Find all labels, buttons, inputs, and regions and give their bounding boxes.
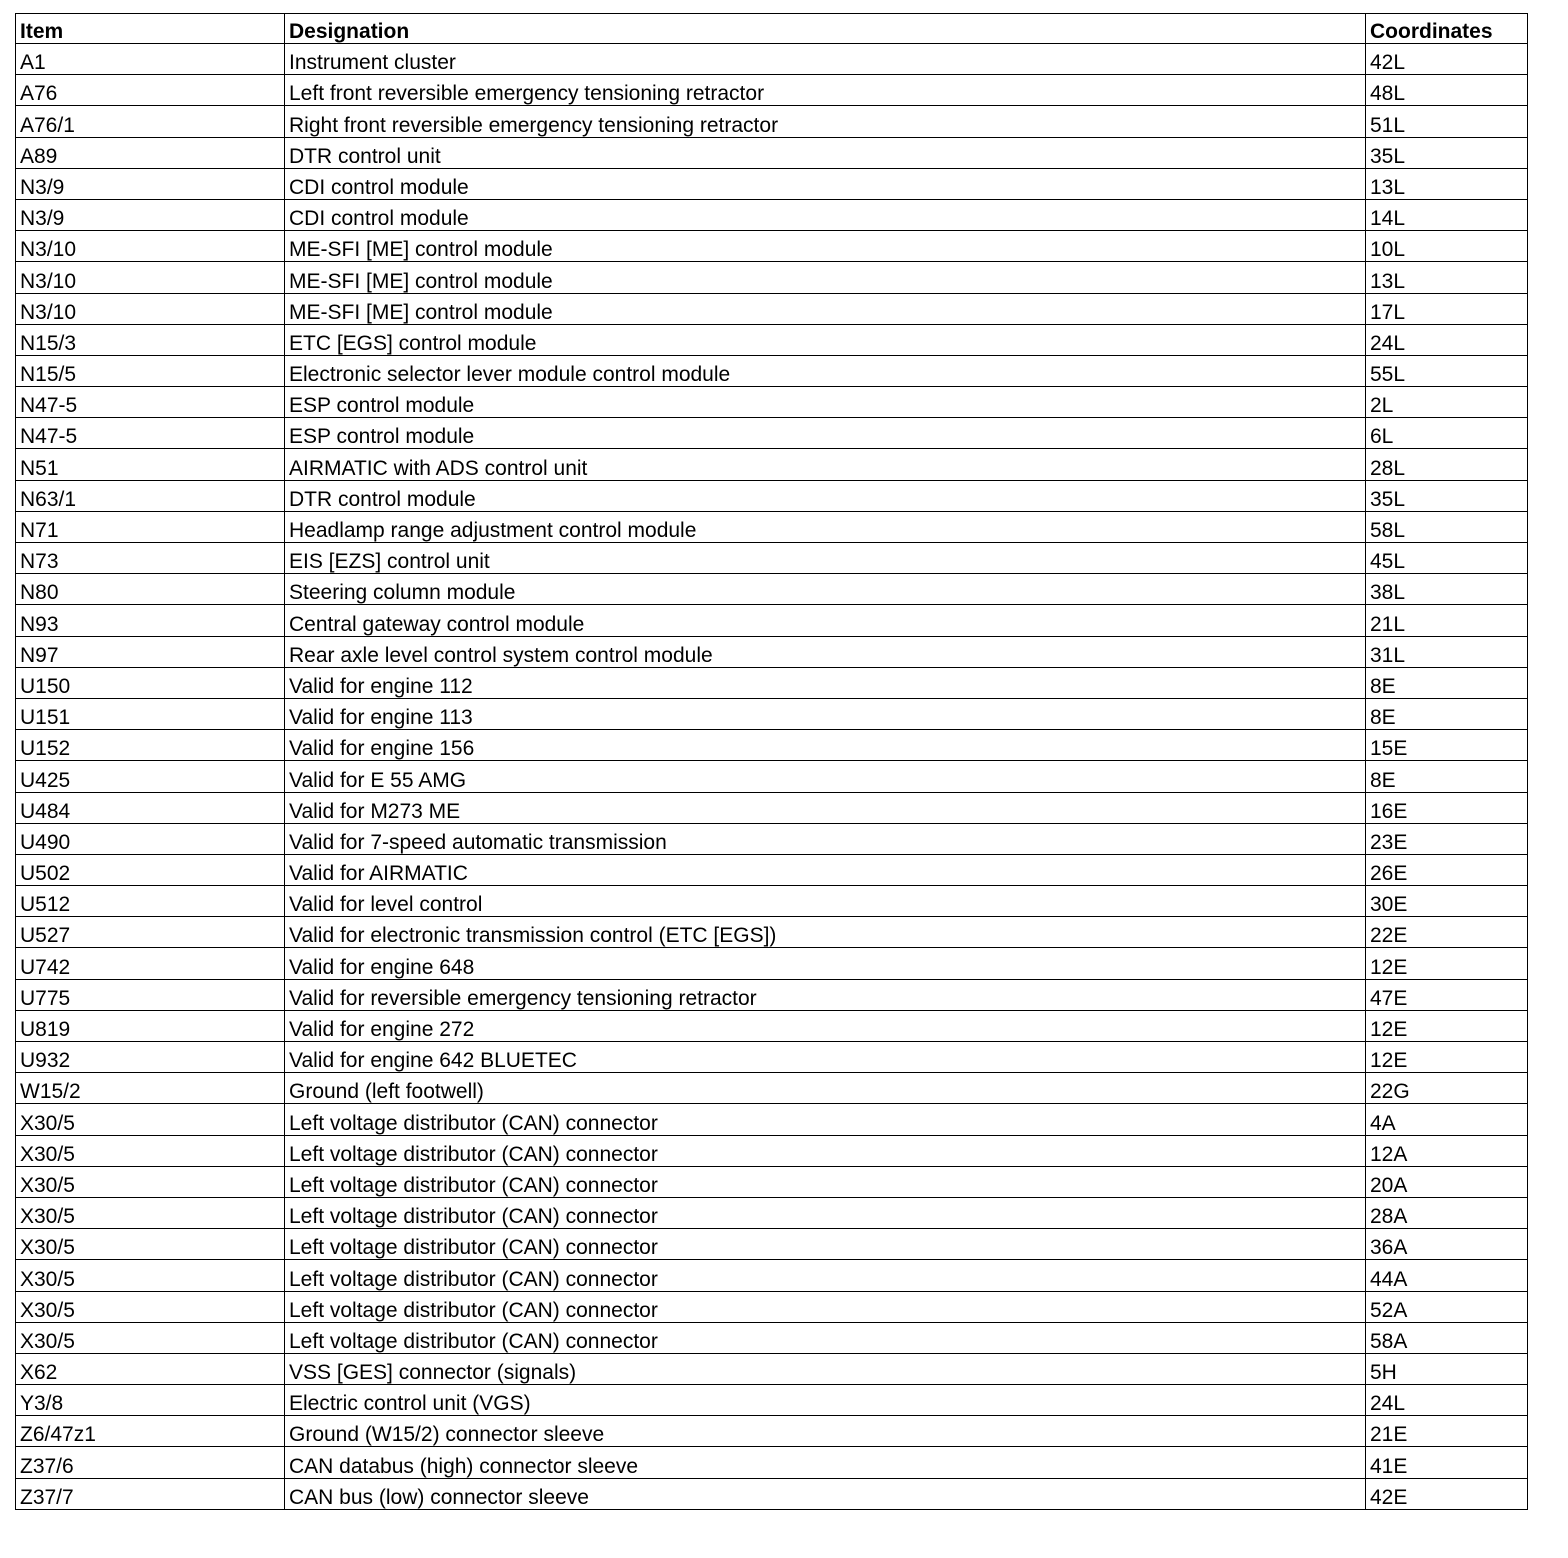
designation-cell: VSS [GES] connector (signals) <box>285 1353 1366 1384</box>
designation-cell: AIRMATIC with ADS control unit <box>285 449 1366 480</box>
table-body <box>16 44 1528 1510</box>
coordinates-cell: 58L <box>1366 511 1528 542</box>
table-row <box>16 1104 1528 1135</box>
coordinates-cell: 28L <box>1366 449 1528 480</box>
coordinates-cell: 21E <box>1366 1416 1528 1447</box>
table-row <box>16 886 1528 917</box>
item-cell: U775 <box>16 979 285 1010</box>
coordinates-cell: 17L <box>1366 293 1528 324</box>
coordinates-cell: 4A <box>1366 1104 1528 1135</box>
item-cell: N73 <box>16 543 285 574</box>
component-legend <box>15 13 1527 1510</box>
coordinates-cell: 42E <box>1366 1478 1528 1509</box>
item-cell: N51 <box>16 449 285 480</box>
table-row <box>16 792 1528 823</box>
designation-cell: Left voltage distributor (CAN) connector <box>285 1104 1366 1135</box>
table-row <box>16 1073 1528 1104</box>
coordinates-cell: 15E <box>1366 730 1528 761</box>
designation-cell: Electronic selector lever module control module <box>285 355 1366 386</box>
table-row <box>16 1197 1528 1228</box>
coordinates-cell: 48L <box>1366 75 1528 106</box>
item-cell: Z37/7 <box>16 1478 285 1509</box>
table-row <box>16 1135 1528 1166</box>
designation-cell: Ground (W15/2) connector sleeve <box>285 1416 1366 1447</box>
coordinates-cell: 44A <box>1366 1260 1528 1291</box>
table-row <box>16 574 1528 605</box>
coordinates-cell: 51L <box>1366 106 1528 137</box>
designation-cell: Valid for electronic transmission control (ETC [EGS]) <box>285 917 1366 948</box>
coordinates-cell: 35L <box>1366 480 1528 511</box>
table-row <box>16 917 1528 948</box>
table-row <box>16 324 1528 355</box>
item-cell: N80 <box>16 574 285 605</box>
table-row <box>16 1229 1528 1260</box>
coordinates-cell: 45L <box>1366 543 1528 574</box>
table-row <box>16 44 1528 75</box>
coordinates-cell: 20A <box>1366 1166 1528 1197</box>
table-row <box>16 636 1528 667</box>
designation-cell: Headlamp range adjustment control module <box>285 511 1366 542</box>
item-cell: X62 <box>16 1353 285 1384</box>
item-cell: U512 <box>16 886 285 917</box>
designation-cell: CAN databus (high) connector sleeve <box>285 1447 1366 1478</box>
designation-cell: Valid for 7-speed automatic transmission <box>285 823 1366 854</box>
designation-cell: Valid for engine 113 <box>285 698 1366 729</box>
header-row <box>16 14 1528 44</box>
table-row <box>16 979 1528 1010</box>
header-designation: Designation <box>285 14 1366 44</box>
designation-cell: Valid for engine 642 BLUETEC <box>285 1042 1366 1073</box>
table-row <box>16 137 1528 168</box>
designation-cell: Valid for reversible emergency tensioning retractor <box>285 979 1366 1010</box>
coordinates-cell: 8E <box>1366 698 1528 729</box>
header-coordinates: Coordinates <box>1366 14 1528 44</box>
coordinates-cell: 28A <box>1366 1197 1528 1228</box>
item-cell: U150 <box>16 667 285 698</box>
table-row <box>16 854 1528 885</box>
table-header <box>16 14 1528 44</box>
designation-cell: Valid for engine 272 <box>285 1010 1366 1041</box>
designation-cell: ETC [EGS] control module <box>285 324 1366 355</box>
item-cell: N15/3 <box>16 324 285 355</box>
table-row <box>16 948 1528 979</box>
table-row <box>16 761 1528 792</box>
coordinates-cell: 12E <box>1366 948 1528 979</box>
header-item: Item <box>16 14 285 44</box>
table-row <box>16 605 1528 636</box>
table-row <box>16 1166 1528 1197</box>
table-row <box>16 823 1528 854</box>
item-cell: A1 <box>16 44 285 75</box>
table-row <box>16 1385 1528 1416</box>
designation-cell: Ground (left footwell) <box>285 1073 1366 1104</box>
table-row <box>16 293 1528 324</box>
designation-cell: CAN bus (low) connector sleeve <box>285 1478 1366 1509</box>
coordinates-cell: 2L <box>1366 387 1528 418</box>
designation-cell: Central gateway control module <box>285 605 1366 636</box>
designation-cell: Right front reversible emergency tensioning retractor <box>285 106 1366 137</box>
designation-cell: DTR control module <box>285 480 1366 511</box>
designation-cell: Left voltage distributor (CAN) connector <box>285 1260 1366 1291</box>
designation-cell: Left voltage distributor (CAN) connector <box>285 1229 1366 1260</box>
item-cell: A76 <box>16 75 285 106</box>
item-cell: N15/5 <box>16 355 285 386</box>
designation-cell: ESP control module <box>285 418 1366 449</box>
item-cell: U502 <box>16 854 285 885</box>
item-cell: X30/5 <box>16 1135 285 1166</box>
coordinates-cell: 16E <box>1366 792 1528 823</box>
item-cell: X30/5 <box>16 1291 285 1322</box>
designation-cell: ME-SFI [ME] control module <box>285 231 1366 262</box>
item-cell: X30/5 <box>16 1229 285 1260</box>
item-cell: N47-5 <box>16 387 285 418</box>
item-cell: U527 <box>16 917 285 948</box>
designation-cell: CDI control module <box>285 199 1366 230</box>
coordinates-cell: 10L <box>1366 231 1528 262</box>
coordinates-cell: 12E <box>1366 1010 1528 1041</box>
item-cell: N97 <box>16 636 285 667</box>
table-row <box>16 231 1528 262</box>
table-row <box>16 1353 1528 1384</box>
coordinates-cell: 58A <box>1366 1322 1528 1353</box>
item-cell: N3/9 <box>16 168 285 199</box>
coordinates-cell: 24L <box>1366 1385 1528 1416</box>
coordinates-cell: 24L <box>1366 324 1528 355</box>
coordinates-cell: 30E <box>1366 886 1528 917</box>
item-cell: N63/1 <box>16 480 285 511</box>
coordinates-cell: 12E <box>1366 1042 1528 1073</box>
coordinates-cell: 5H <box>1366 1353 1528 1384</box>
item-cell: A89 <box>16 137 285 168</box>
coordinates-cell: 8E <box>1366 761 1528 792</box>
designation-cell: Left voltage distributor (CAN) connector <box>285 1166 1366 1197</box>
table-row <box>16 667 1528 698</box>
coordinates-cell: 47E <box>1366 979 1528 1010</box>
item-cell: U819 <box>16 1010 285 1041</box>
designation-cell: Left voltage distributor (CAN) connector <box>285 1322 1366 1353</box>
coordinates-cell: 26E <box>1366 854 1528 885</box>
item-cell: X30/5 <box>16 1197 285 1228</box>
item-cell: N3/10 <box>16 231 285 262</box>
item-cell: X30/5 <box>16 1260 285 1291</box>
item-cell: U490 <box>16 823 285 854</box>
designation-cell: Valid for engine 648 <box>285 948 1366 979</box>
coordinates-cell: 36A <box>1366 1229 1528 1260</box>
item-cell: N47-5 <box>16 418 285 449</box>
designation-cell: Valid for level control <box>285 886 1366 917</box>
table-row <box>16 1042 1528 1073</box>
designation-cell: Valid for engine 112 <box>285 667 1366 698</box>
coordinates-cell: 35L <box>1366 137 1528 168</box>
coordinates-cell: 31L <box>1366 636 1528 667</box>
table-row <box>16 1322 1528 1353</box>
designation-cell: Valid for E 55 AMG <box>285 761 1366 792</box>
designation-cell: Valid for M273 ME <box>285 792 1366 823</box>
coordinates-cell: 52A <box>1366 1291 1528 1322</box>
table-row <box>16 1260 1528 1291</box>
table-row <box>16 199 1528 230</box>
coordinates-cell: 42L <box>1366 44 1528 75</box>
item-cell: X30/5 <box>16 1104 285 1135</box>
coordinates-cell: 8E <box>1366 667 1528 698</box>
designation-cell: Electric control unit (VGS) <box>285 1385 1366 1416</box>
item-cell: A76/1 <box>16 106 285 137</box>
item-cell: U152 <box>16 730 285 761</box>
coordinates-cell: 38L <box>1366 574 1528 605</box>
table-row <box>16 1416 1528 1447</box>
table-row <box>16 418 1528 449</box>
table-row <box>16 698 1528 729</box>
coordinates-cell: 22E <box>1366 917 1528 948</box>
designation-cell: Left front reversible emergency tensioning retractor <box>285 75 1366 106</box>
coordinates-cell: 13L <box>1366 168 1528 199</box>
designation-cell: ESP control module <box>285 387 1366 418</box>
designation-cell: Valid for engine 156 <box>285 730 1366 761</box>
item-cell: Y3/8 <box>16 1385 285 1416</box>
item-cell: N93 <box>16 605 285 636</box>
item-cell: N71 <box>16 511 285 542</box>
table-row <box>16 262 1528 293</box>
item-cell: Z37/6 <box>16 1447 285 1478</box>
table-row <box>16 168 1528 199</box>
table-row <box>16 511 1528 542</box>
item-cell: X30/5 <box>16 1322 285 1353</box>
item-cell: U425 <box>16 761 285 792</box>
component-table <box>15 13 1528 1510</box>
table-row <box>16 1010 1528 1041</box>
item-cell: X30/5 <box>16 1166 285 1197</box>
designation-cell: Valid for AIRMATIC <box>285 854 1366 885</box>
coordinates-cell: 21L <box>1366 605 1528 636</box>
table-row <box>16 1291 1528 1322</box>
item-cell: N3/10 <box>16 293 285 324</box>
coordinates-cell: 13L <box>1366 262 1528 293</box>
table-row <box>16 1478 1528 1509</box>
coordinates-cell: 14L <box>1366 199 1528 230</box>
item-cell: U932 <box>16 1042 285 1073</box>
coordinates-cell: 6L <box>1366 418 1528 449</box>
table-row <box>16 355 1528 386</box>
item-cell: N3/9 <box>16 199 285 230</box>
coordinates-cell: 23E <box>1366 823 1528 854</box>
item-cell: N3/10 <box>16 262 285 293</box>
item-cell: U151 <box>16 698 285 729</box>
designation-cell: EIS [EZS] control unit <box>285 543 1366 574</box>
coordinates-cell: 55L <box>1366 355 1528 386</box>
table-row <box>16 543 1528 574</box>
designation-cell: Left voltage distributor (CAN) connector <box>285 1291 1366 1322</box>
table-row <box>16 106 1528 137</box>
table-row <box>16 730 1528 761</box>
designation-cell: Left voltage distributor (CAN) connector <box>285 1197 1366 1228</box>
item-cell: U484 <box>16 792 285 823</box>
item-cell: U742 <box>16 948 285 979</box>
table-row <box>16 1447 1528 1478</box>
designation-cell: Instrument cluster <box>285 44 1366 75</box>
designation-cell: ME-SFI [ME] control module <box>285 262 1366 293</box>
designation-cell: Left voltage distributor (CAN) connector <box>285 1135 1366 1166</box>
designation-cell: ME-SFI [ME] control module <box>285 293 1366 324</box>
designation-cell: Steering column module <box>285 574 1366 605</box>
table-row <box>16 449 1528 480</box>
designation-cell: DTR control unit <box>285 137 1366 168</box>
table-row <box>16 387 1528 418</box>
table-row <box>16 480 1528 511</box>
coordinates-cell: 12A <box>1366 1135 1528 1166</box>
coordinates-cell: 22G <box>1366 1073 1528 1104</box>
designation-cell: Rear axle level control system control module <box>285 636 1366 667</box>
item-cell: Z6/47z1 <box>16 1416 285 1447</box>
designation-cell: CDI control module <box>285 168 1366 199</box>
item-cell: W15/2 <box>16 1073 285 1104</box>
coordinates-cell: 41E <box>1366 1447 1528 1478</box>
table-row <box>16 75 1528 106</box>
